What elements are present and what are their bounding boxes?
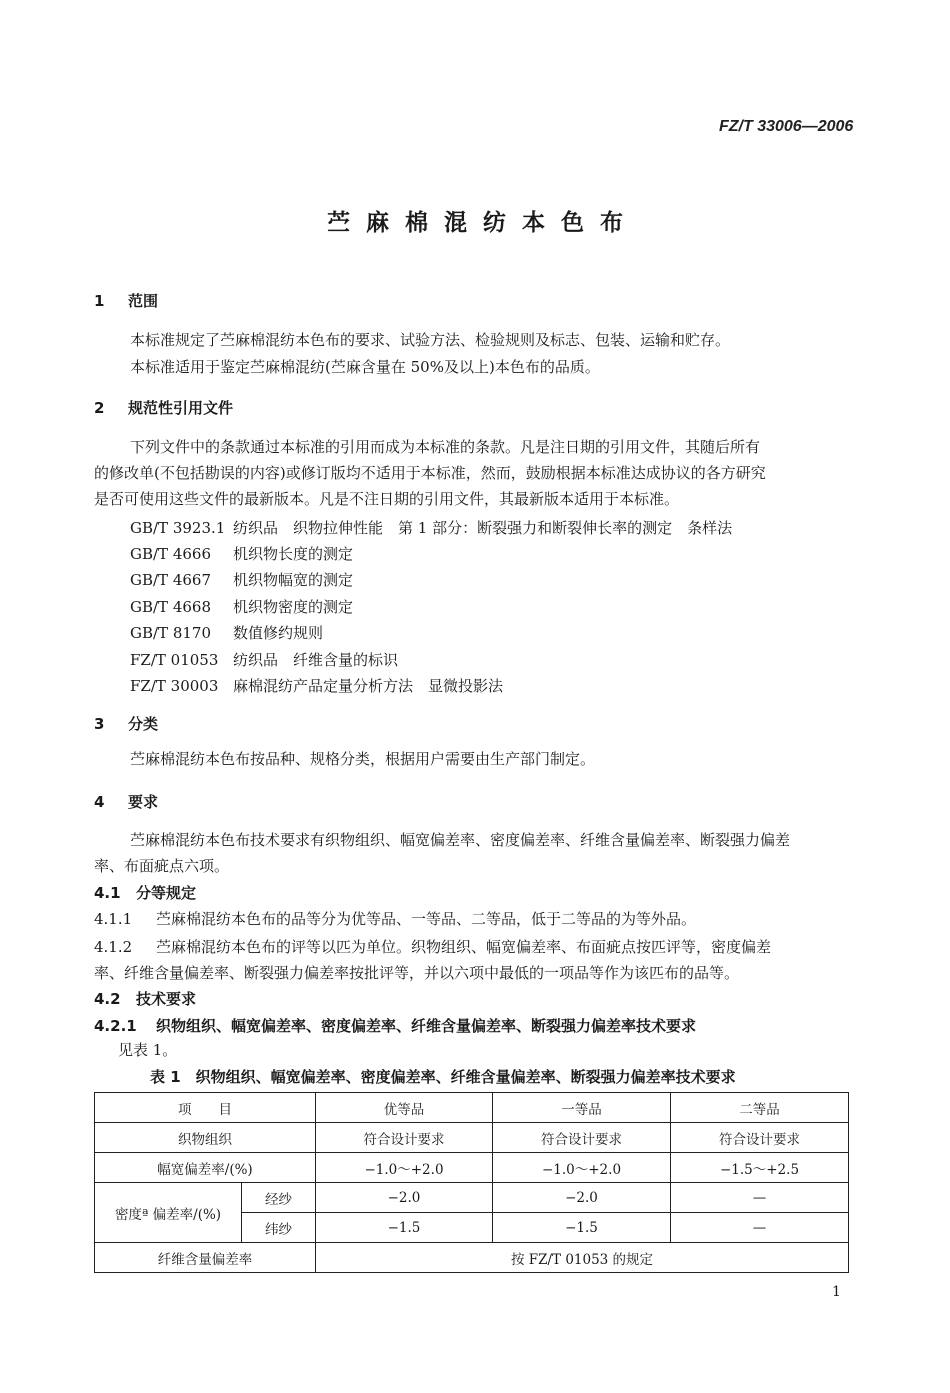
reference-code: FZ/T 30003 <box>130 677 219 695</box>
clause-4-1-2-line-1: 苎麻棉混纺本色布的评等以匹为单位。织物组织、幅宽偏差率、布面疵点按匹评等，密度偏差 <box>156 938 772 956</box>
row-label-fiber: 纤维含量偏差率 <box>95 1243 316 1273</box>
row-label-weave: 织物组织 <box>95 1123 316 1153</box>
header-grade-second: 二等品 <box>671 1093 849 1123</box>
cell-weave-second: 符合设计要求 <box>671 1123 849 1153</box>
section-4-title: 要求 <box>128 793 159 811</box>
reference-code: GB/T 4667 <box>130 571 212 589</box>
table-row <box>95 1153 849 1183</box>
clause-4-2-1-title: 织物组织、幅宽偏差率、密度偏差率、纤维含量偏差率、断裂强力偏差率技术要求 <box>156 1017 697 1035</box>
reference-item <box>130 675 503 696</box>
section-1-paragraph-2: 本标准适用于鉴定苎麻棉混纺(苎麻含量在 50%及以上)本色布的品质。 <box>130 358 600 376</box>
section-2-intro-line-1: 下列文件中的条款通过本标准的引用而成为本标准的条款。凡是注日期的引用文件，其随后所有 <box>130 438 761 456</box>
subsection-4-2-title: 技术要求 <box>136 990 197 1008</box>
table-header-row <box>95 1093 849 1123</box>
section-4-intro-line-2: 率、布面疵点六项。 <box>94 857 230 875</box>
section-1-title: 范围 <box>128 292 159 310</box>
section-2-intro-line-3: 是否可使用这些文件的最新版本。凡是不注日期的引用文件，其最新版本适用于本标准。 <box>94 490 680 508</box>
table-row <box>95 1123 849 1153</box>
section-2-title: 规范性引用文件 <box>128 399 234 417</box>
clause-4-1-1 <box>94 908 696 929</box>
section-1-paragraph-1: 本标准规定了苎麻棉混纺本色布的要求、试验方法、检验规则及标志、包装、运输和贮存。 <box>130 331 731 349</box>
row-label-density: 密度ª 偏差率/(%) <box>95 1183 242 1243</box>
reference-item <box>130 596 353 617</box>
reference-item <box>130 649 398 670</box>
table-1 <box>94 1092 849 1273</box>
reference-code: GB/T 8170 <box>130 624 212 642</box>
section-2-heading <box>94 397 233 418</box>
reference-code: FZ/T 01053 <box>130 651 219 669</box>
cell-width-superior: −1.0～+2.0 <box>316 1153 493 1183</box>
reference-title: 纺织品 织物拉伸性能 第 1 部分：断裂强力和断裂伸长率的测定 条样法 <box>233 519 733 537</box>
section-3-heading <box>94 713 158 734</box>
standard-number: FZ/T 33006—2006 <box>719 118 854 135</box>
cell-warp-first: −2.0 <box>493 1183 671 1213</box>
cell-weft-second: — <box>671 1213 849 1243</box>
section-3-title: 分类 <box>128 715 159 733</box>
clause-4-2-1-heading <box>94 1015 696 1036</box>
reference-title: 麻棉混纺产品定量分析方法 显微投影法 <box>233 677 504 695</box>
reference-item <box>130 517 732 538</box>
subsection-4-1-number: 4.1 <box>94 884 121 902</box>
cell-width-second: −1.5～+2.5 <box>671 1153 849 1183</box>
subsection-4-1-heading <box>94 882 196 903</box>
table-1-caption: 表 1 织物组织、幅宽偏差率、密度偏差率、纤维含量偏差率、断裂强力偏差率技术要求 <box>150 1068 736 1086</box>
document-title: 苎麻棉混纺本色布 <box>327 210 639 236</box>
cell-warp-superior: −2.0 <box>316 1183 493 1213</box>
section-2-number: 2 <box>94 399 105 417</box>
cell-weft-superior: −1.5 <box>316 1213 493 1243</box>
cell-warp-second: — <box>671 1183 849 1213</box>
section-1-number: 1 <box>94 292 105 310</box>
section-4-heading <box>94 791 158 812</box>
reference-title: 纺织品 纤维含量的标识 <box>233 651 399 669</box>
header-item: 项 目 <box>95 1093 316 1123</box>
reference-code: GB/T 4668 <box>130 598 212 616</box>
clause-4-1-2 <box>94 936 771 957</box>
section-4-number: 4 <box>94 793 105 811</box>
section-2-intro-line-2: 的修改单(不包括勘误的内容)或修订版均不适用于本标准，然而，鼓励根据本标准达成协议的各方研究 <box>94 464 766 482</box>
cell-fiber-value: 按 FZ/T 01053 的规定 <box>316 1243 849 1273</box>
header-grade-superior: 优等品 <box>316 1093 493 1123</box>
cell-weave-first: 符合设计要求 <box>493 1123 671 1153</box>
cell-weft-first: −1.5 <box>493 1213 671 1243</box>
page-number: 1 <box>832 1284 841 1300</box>
clause-4-2-1-number: 4.2.1 <box>94 1017 137 1035</box>
row-sublabel-warp: 经纱 <box>242 1183 316 1213</box>
clause-4-1-2-number: 4.1.2 <box>94 938 133 956</box>
reference-item <box>130 569 353 590</box>
reference-title: 数值修约规则 <box>233 624 324 642</box>
row-label-width: 幅宽偏差率/(%) <box>95 1153 316 1183</box>
row-sublabel-weft: 纬纱 <box>242 1213 316 1243</box>
header-grade-first: 一等品 <box>493 1093 671 1123</box>
subsection-4-2-heading <box>94 988 196 1009</box>
reference-code: GB/T 4666 <box>130 545 212 563</box>
cell-weave-superior: 符合设计要求 <box>316 1123 493 1153</box>
reference-title: 机织物幅宽的测定 <box>233 571 354 589</box>
clause-4-2-1-text: 见表 1。 <box>118 1041 178 1059</box>
reference-title: 机织物密度的测定 <box>233 598 354 616</box>
table-row <box>95 1183 849 1213</box>
reference-code: GB/T 3923.1 <box>130 519 226 537</box>
section-1-heading <box>94 290 158 311</box>
cell-width-first: −1.0～+2.0 <box>493 1153 671 1183</box>
section-4-intro-line-1: 苎麻棉混纺本色布技术要求有织物组织、幅宽偏差率、密度偏差率、纤维含量偏差率、断裂强力偏差 <box>130 831 791 849</box>
reference-item <box>130 543 353 564</box>
clause-4-1-1-text: 苎麻棉混纺本色布的品等分为优等品、一等品、二等品，低于二等品的为等外品。 <box>156 910 697 928</box>
table-row <box>95 1243 849 1273</box>
clause-4-1-1-number: 4.1.1 <box>94 910 133 928</box>
section-3-number: 3 <box>94 715 105 733</box>
section-3-paragraph: 苎麻棉混纺本色布按品种、规格分类，根据用户需要由生产部门制定。 <box>130 750 596 768</box>
reference-title: 机织物长度的测定 <box>233 545 354 563</box>
subsection-4-1-title: 分等规定 <box>136 884 197 902</box>
reference-item <box>130 622 323 643</box>
clause-4-1-2-line-2: 率、纤维含量偏差率、断裂强力偏差率按批评等，并以六项中最低的一项品等作为该匹布的品等。 <box>94 964 740 982</box>
subsection-4-2-number: 4.2 <box>94 990 121 1008</box>
